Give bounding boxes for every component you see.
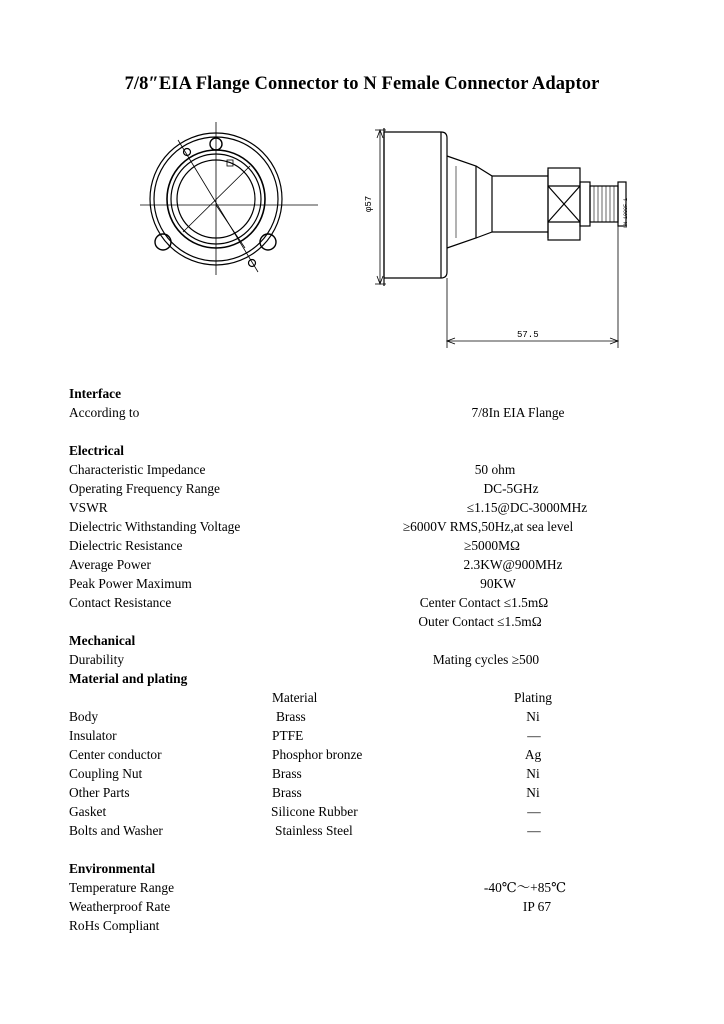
spec-label: Durability xyxy=(69,652,125,667)
spec-label: Dielectric Withstanding Voltage xyxy=(69,519,241,534)
part-label: Insulator xyxy=(69,728,117,743)
spec-label: According to xyxy=(69,405,140,420)
spec-label: VSWR xyxy=(69,500,108,515)
spec-value: 2.3KW@900MHz xyxy=(463,557,563,572)
column-header-material: Material xyxy=(272,690,318,705)
part-plating: Ni xyxy=(526,785,540,800)
section-heading-material: Material and plating xyxy=(69,671,188,686)
part-label: Coupling Nut xyxy=(69,766,143,781)
part-label: Bolts and Washer xyxy=(69,823,163,838)
part-material: Phosphor bronze xyxy=(272,747,363,762)
spec-value: -40℃～+85℃ xyxy=(483,880,567,895)
n-connector-label: LN-1000F-1 xyxy=(623,197,629,228)
part-material: Brass xyxy=(276,709,306,724)
length-label: 57.5 xyxy=(517,330,539,340)
spec-value: ≤1.15@DC-3000MHz xyxy=(466,500,588,515)
part-label: Center conductor xyxy=(69,747,162,762)
spec-value: 90KW xyxy=(480,576,516,591)
part-material: Silicone Rubber xyxy=(271,804,358,819)
spec-value: ≥5000MΩ xyxy=(464,538,520,553)
spec-value: ≥6000V RMS,50Hz,at sea level xyxy=(402,519,574,534)
part-plating: — xyxy=(527,728,541,743)
spec-label: Weatherproof Rate xyxy=(69,899,171,914)
diameter-label: φ57 xyxy=(364,195,374,212)
part-plating: Ni xyxy=(526,766,540,781)
spec-label: Dielectric Resistance xyxy=(69,538,183,553)
section-heading-mechanical: Mechanical xyxy=(69,633,136,648)
spec-value: IP 67 xyxy=(522,899,552,914)
spec-value: Center Contact ≤1.5mΩ xyxy=(419,595,549,610)
section-heading-interface: Interface xyxy=(69,386,122,401)
part-plating: Ag xyxy=(524,747,542,762)
spec-value: 7/8In EIA Flange xyxy=(471,405,565,420)
part-material: Brass xyxy=(272,766,302,781)
spec-label: Contact Resistance xyxy=(69,595,172,610)
spec-label: Peak Power Maximum xyxy=(69,576,192,591)
part-label: Gasket xyxy=(69,804,107,819)
spec-value: Outer Contact ≤1.5mΩ xyxy=(418,614,542,629)
spec-label: Characteristic Impedance xyxy=(69,462,206,477)
column-header-plating: Plating xyxy=(514,690,552,705)
part-label: Other Parts xyxy=(69,785,130,800)
spec-value: 50 ohm xyxy=(474,462,516,477)
part-material: PTFE xyxy=(272,728,304,743)
spec-label: Average Power xyxy=(69,557,151,572)
technical-drawing xyxy=(0,0,724,370)
part-plating: — xyxy=(527,823,541,838)
document-title: 7/8″EIA Flange Connector to N Female Connector Adaptor xyxy=(124,74,600,94)
part-material: Brass xyxy=(272,785,302,800)
flange-front-view xyxy=(140,122,318,275)
spec-value: DC-5GHz xyxy=(483,481,539,496)
adaptor-side-view xyxy=(384,128,626,286)
spec-label: RoHs Compliant xyxy=(69,918,160,933)
part-label: Body xyxy=(69,709,99,724)
spec-value: Mating cycles ≥500 xyxy=(432,652,540,667)
spec-label: Temperature Range xyxy=(69,880,175,895)
section-heading-electrical: Electrical xyxy=(69,443,125,458)
part-material: Stainless Steel xyxy=(275,823,353,838)
section-heading-environmental: Environmental xyxy=(69,861,156,876)
spec-label: Operating Frequency Range xyxy=(69,481,220,496)
part-plating: — xyxy=(527,804,541,819)
part-plating: Ni xyxy=(526,709,540,724)
